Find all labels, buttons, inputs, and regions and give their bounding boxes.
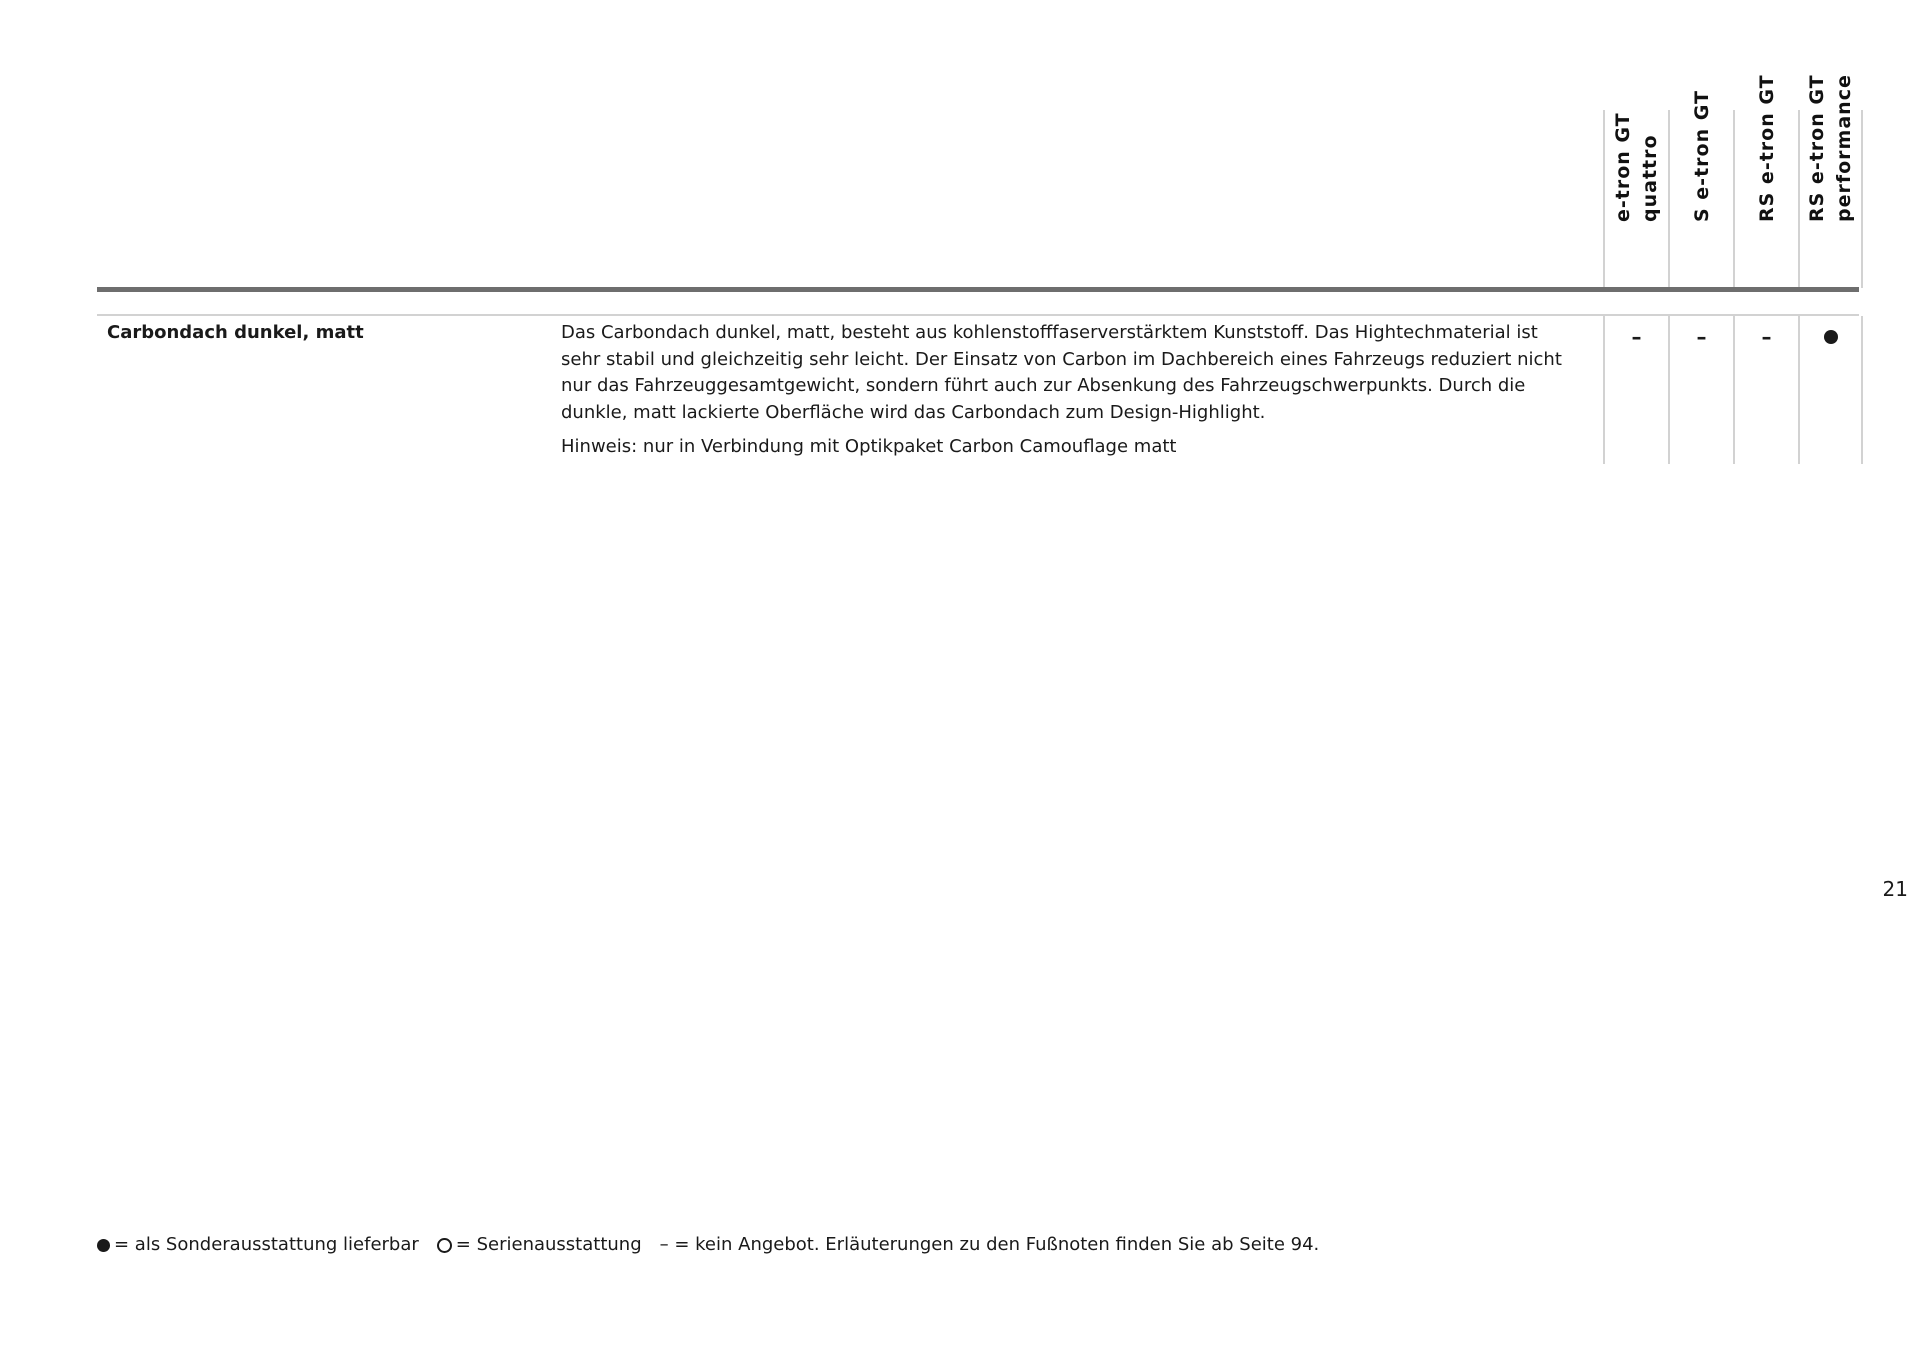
legend-none: – = kein Angebot. Erläuterungen zu den Fußnoten finden Sie ab Seite 94. [659, 1234, 1320, 1255]
page-number: 21 [1882, 877, 1908, 901]
model-variant: quattro [1638, 134, 1661, 222]
availability-cell [1603, 316, 1668, 464]
model-variant: performance [1832, 74, 1855, 222]
optional-available-mark [1800, 326, 1861, 348]
row-divider [97, 314, 1859, 316]
model-name: S e-tron GT [1690, 90, 1712, 222]
availability-cell [1733, 316, 1798, 464]
open-circle-icon [437, 1238, 452, 1253]
model-name: RS e-tron GT [1805, 74, 1828, 222]
filled-dot-icon [1824, 330, 1838, 344]
model-label [1673, 52, 1731, 222]
model-column-s-etron-gt [1668, 90, 1733, 288]
filled-dot-icon [97, 1239, 110, 1252]
model-name: e-tron GT [1611, 112, 1634, 222]
model-label [1738, 52, 1796, 222]
model-column-rs-etron-gt [1733, 74, 1798, 288]
header-divider [97, 287, 1859, 292]
availability-cell [1798, 316, 1863, 464]
model-label [1608, 52, 1666, 222]
model-column-etron-gt-quattro [1603, 110, 1668, 288]
feature-description: Das Carbondach dunkel, matt, besteht aus kohlenstofffaserverstärktem Kunststoff. Das Hightechmaterial ist sehr stabil und gleichzeitig sehr leicht. Der Einsatz von Carbon im Dachbereich eines Fahrzeugs reduziert nicht nur das Fahrzeuggesamtgewicht, sondern führt auch zur Absenkung des Fahrzeugschwerpunkts. Durch die dunkle, matt lackierte Oberfläche wird das Carbondach zum Design-Highlight. [561, 322, 1562, 423]
model-label [1802, 52, 1860, 222]
model-column-rs-etron-gt-performance [1798, 74, 1863, 288]
availability-cell [1668, 316, 1733, 464]
model-name: RS e-tron GT [1755, 74, 1777, 222]
not-available-mark: – [1696, 325, 1707, 349]
legend-standard: = Serienausstattung [455, 1234, 642, 1255]
legend [97, 1232, 1319, 1258]
feature-note: Hinweis: nur in Verbindung mit Optikpaket Carbon Camouflage matt [561, 436, 1177, 457]
not-available-mark: – [1761, 325, 1772, 349]
feature-title: Carbondach dunkel, matt [107, 322, 364, 343]
not-available-mark: – [1631, 325, 1642, 349]
legend-optional: = als Sonderausstattung lieferbar [114, 1234, 419, 1255]
